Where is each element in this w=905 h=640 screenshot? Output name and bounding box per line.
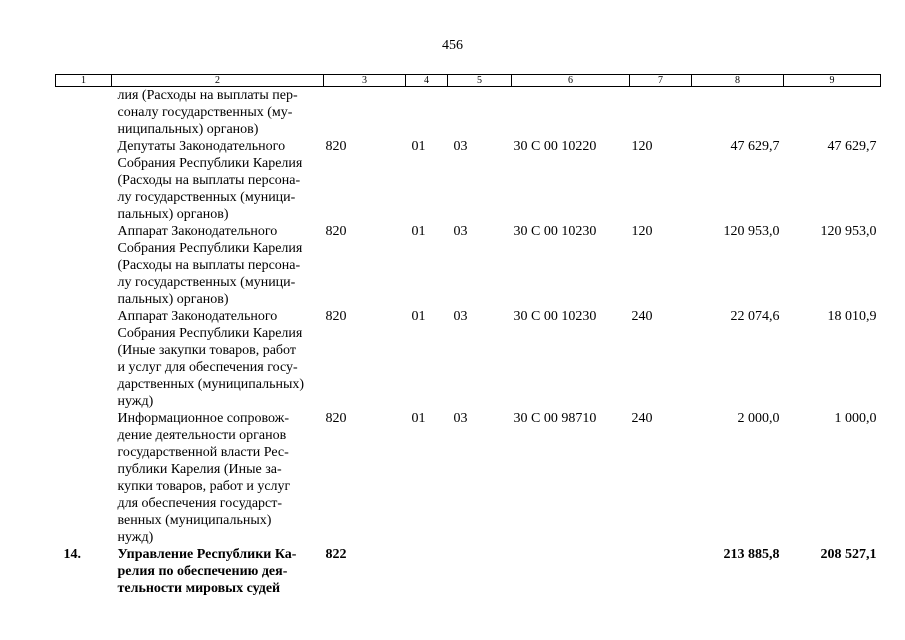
budget-table — [55, 74, 881, 597]
row-expense-type: 240 — [631, 411, 653, 426]
table-row — [56, 546, 881, 597]
row-name-line: для обеспечения государст- — [117, 496, 283, 511]
row-name-line: дение деятельности органов — [117, 428, 287, 443]
table-body — [56, 87, 881, 598]
row-expense-type — [630, 87, 692, 139]
row-name-line: лу государственных (муници- — [117, 190, 296, 205]
header-col-9: 9 — [784, 75, 881, 87]
row-name — [112, 223, 324, 308]
row-subsection-code: 03 — [453, 309, 468, 324]
row-number — [56, 223, 112, 308]
row-grbs-code — [324, 87, 406, 139]
row-name-line: нужд) — [117, 530, 154, 545]
table-header — [56, 75, 881, 87]
row-name — [112, 410, 324, 546]
row-name-line: соналу государственных (му- — [117, 105, 293, 120]
row-name-line: релия по обеспечению дея- — [117, 564, 288, 579]
header-row — [56, 75, 881, 87]
header-col-8: 8 — [692, 75, 784, 87]
row-amount-year2: 18 010,9 — [827, 309, 877, 324]
row-expense-type — [630, 546, 692, 597]
row-amount-year2: 208 527,1 — [820, 547, 877, 562]
row-name-line: тельности мировых судей — [117, 581, 281, 596]
row-name-line: пальных) органов) — [117, 207, 229, 222]
row-section-code: 01 — [411, 224, 426, 239]
row-name-line: ниципальных) органов) — [117, 122, 259, 137]
row-name-line: Аппарат Законодательного — [117, 224, 278, 239]
row-name-line: государственной власти Рес- — [117, 445, 289, 460]
row-amount-year1: 47 629,7 — [730, 139, 780, 154]
row-name-line: дарственных (муниципальных) — [117, 377, 305, 392]
row-name-line: купки товаров, работ и услуг — [117, 479, 291, 494]
row-target-article: 30 С 00 10220 — [513, 139, 597, 154]
row-name-line: венных (муниципальных) — [117, 513, 272, 528]
row-name — [112, 87, 324, 139]
row-amount-year2: 120 953,0 — [820, 224, 877, 239]
row-name — [112, 308, 324, 410]
row-amount-year1: 22 074,6 — [730, 309, 780, 324]
table-row — [56, 223, 881, 308]
row-number — [56, 308, 112, 410]
table-row — [56, 138, 881, 223]
header-col-7: 7 — [630, 75, 692, 87]
row-grbs-code: 820 — [325, 139, 347, 154]
row-name-line: Собрания Республики Карелия — [117, 156, 303, 171]
row-name-line: пальных) органов) — [117, 292, 229, 307]
table-row — [56, 87, 881, 139]
page-number: 456 — [442, 38, 463, 53]
row-subsection-code: 03 — [453, 224, 468, 239]
row-name-line: (Иные закупки товаров, работ — [117, 343, 296, 358]
row-amount-year1 — [692, 87, 784, 139]
row-subsection-code: 03 — [453, 139, 468, 154]
row-section-code: 01 — [411, 411, 426, 426]
row-grbs-code: 820 — [325, 411, 347, 426]
row-target-article: 30 С 00 10230 — [513, 224, 597, 239]
row-amount-year1: 2 000,0 — [737, 411, 780, 426]
row-subsection-code: 03 — [453, 411, 468, 426]
row-amount-year2: 1 000,0 — [834, 411, 877, 426]
row-number: 14. — [63, 547, 81, 562]
row-name-line: нужд) — [117, 394, 154, 409]
row-target-article: 30 С 00 10230 — [513, 309, 597, 324]
row-grbs-code: 822 — [325, 547, 347, 562]
row-expense-type: 120 — [631, 139, 653, 154]
row-amount-year1: 120 953,0 — [723, 224, 780, 239]
row-number — [56, 138, 112, 223]
row-name-line: Управление Республики Ка- — [117, 547, 297, 562]
row-amount-year2: 47 629,7 — [827, 139, 877, 154]
header-col-5: 5 — [448, 75, 512, 87]
table-row — [56, 410, 881, 546]
row-name-line: публики Карелия (Иные за- — [117, 462, 282, 477]
header-col-4: 4 — [406, 75, 448, 87]
row-grbs-code: 820 — [325, 309, 347, 324]
table-row — [56, 308, 881, 410]
row-number — [56, 87, 112, 139]
row-section-code — [406, 546, 448, 597]
row-target-article: 30 С 00 98710 — [513, 411, 597, 426]
row-expense-type: 240 — [631, 309, 653, 324]
row-name-line: Информационное сопровож- — [117, 411, 289, 426]
header-col-3: 3 — [324, 75, 406, 87]
row-name-line: лу государственных (муници- — [117, 275, 296, 290]
row-name-line: Депутаты Законодательного — [117, 139, 286, 154]
row-amount-year1: 213 885,8 — [723, 547, 780, 562]
row-grbs-code: 820 — [325, 224, 347, 239]
row-name-line: Аппарат Законодательного — [117, 309, 278, 324]
row-name-line: (Расходы на выплаты персона- — [117, 258, 301, 273]
row-subsection-code — [448, 546, 512, 597]
row-name-line: Собрания Республики Карелия — [117, 241, 303, 256]
header-col-1: 1 — [56, 75, 112, 87]
row-amount-year2 — [784, 87, 881, 139]
row-name-line: (Расходы на выплаты персона- — [117, 173, 301, 188]
row-name — [112, 546, 324, 597]
row-name-line: и услуг для обеспечения госу- — [117, 360, 298, 375]
row-target-article — [512, 87, 630, 139]
row-name-line: Собрания Республики Карелия — [117, 326, 303, 341]
row-number — [56, 410, 112, 546]
row-section-code: 01 — [411, 139, 426, 154]
row-expense-type: 120 — [631, 224, 653, 239]
row-target-article — [512, 546, 630, 597]
row-name-line: лия (Расходы на выплаты пер- — [117, 88, 298, 103]
row-name — [112, 138, 324, 223]
row-section-code — [406, 87, 448, 139]
row-section-code: 01 — [411, 309, 426, 324]
header-col-2: 2 — [112, 75, 324, 87]
header-col-6: 6 — [512, 75, 630, 87]
row-subsection-code — [448, 87, 512, 139]
